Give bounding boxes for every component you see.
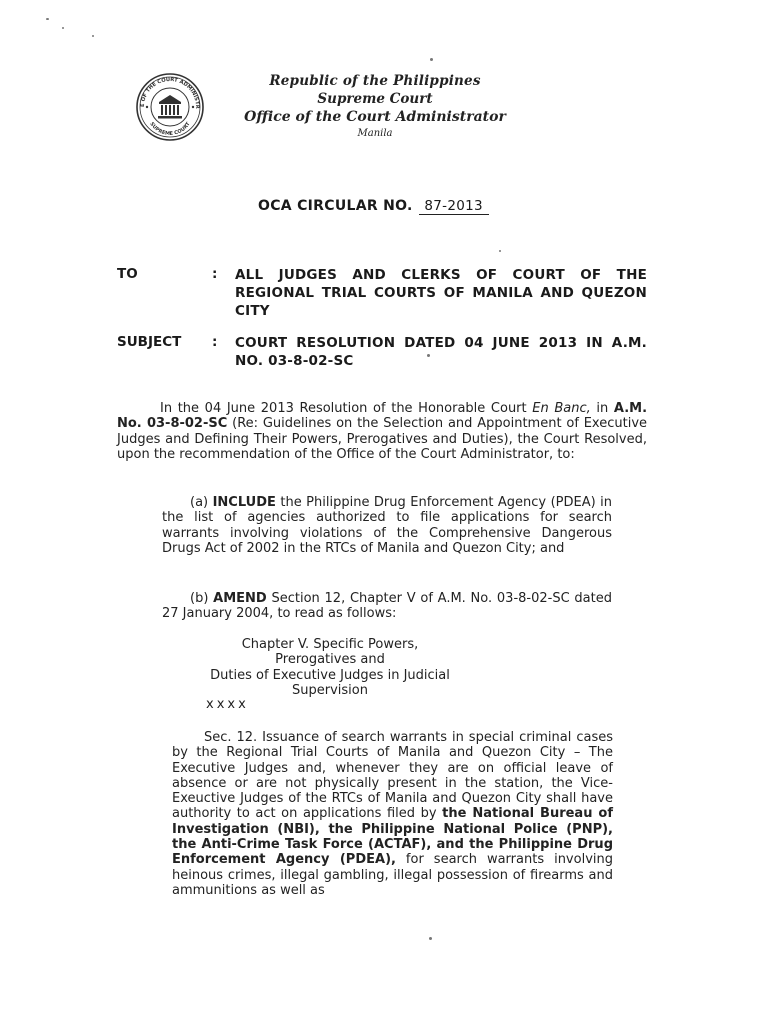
scan-speck (429, 937, 432, 940)
item-b-paragraph (162, 591, 612, 622)
svg-text:OFFICE OF THE COURT ADMINISTRA: E OF THE COURT ADMINISTR (139, 76, 201, 109)
section-12-text: for search warrants involving heinous crimes, illegal gambling, illegal possession of firearms and ammunitions as well as (172, 852, 613, 898)
to-recipients: ALL JUDGES AND CLERKS OF COURT OF THE REGIONAL TRIAL COURTS OF MANILA AND QUEZON CITY (235, 267, 647, 319)
intro-text: In the 04 June 2013 Resolution of the Honorable Court (160, 401, 533, 416)
scan-speck (499, 250, 501, 252)
scan-speck (430, 58, 433, 61)
section-12-agencies: the National Bureau of Investigation (NBI), the Philippine National Police (PNP), the Anti-Crime Task Force (ACTAF), and the Philippine Drug Enforcement Agency (PDEA), (172, 806, 614, 868)
intro-case-number: A.M. No. 03-8-02-SC (117, 401, 648, 432)
item-b-keyword: AMEND (213, 591, 267, 606)
circular-title (258, 198, 489, 215)
item-a-marker: (a) (190, 495, 213, 510)
intro-text: (Re: Guidelines on the Selection and Appointment of Executive Judges and Defining Their Powers, Prerogatives and Duties), the Court Resolved, upon the recommendation of the Office of the Court Administrator, to: (117, 416, 648, 462)
item-a-text: the Philippine Drug Enforcement Agency (PDEA) in the list of agencies authorized to file applications for search warrants involving violations of the Comprehensive Dangerous Drugs Act of 2002 in the RTCs of Manila and Quezon City; and (162, 495, 613, 556)
item-b-text: Section 12, Chapter V of A.M. No. 03-8-02-SC dated 27 January 2004, to read as follows: (162, 591, 612, 622)
intro-text: in (590, 401, 614, 416)
subject-text: COURT RESOLUTION DATED 04 JUNE 2013 IN A.M. NO. 03-8-02-SC (235, 335, 647, 369)
chapter-heading-line: Chapter V. Specific Powers, Prerogatives and (241, 637, 419, 668)
scan-speck (62, 27, 64, 29)
item-b-marker: (b) (190, 591, 214, 606)
scan-speck (92, 35, 94, 37)
to-colon: : (212, 266, 218, 282)
to-label: TO (117, 266, 138, 282)
chapter-heading-line: Supervision (292, 682, 368, 698)
subject-colon: : (212, 334, 218, 350)
svg-text:SUPREME COURT: SUPREME COURT (148, 121, 192, 138)
subject-label: SUBJECT (117, 334, 182, 350)
circular-number: 87-2013 (419, 198, 489, 215)
header-office: Office of the Court Administrator (244, 109, 506, 125)
item-a-paragraph (162, 495, 612, 556)
chapter-heading (200, 637, 460, 698)
header-supreme-court: Supreme Court (317, 91, 433, 107)
court-seal-logo (135, 72, 205, 142)
intro-paragraph (117, 401, 647, 462)
scan-speck (46, 18, 49, 20)
chapter-heading-line: Duties of Executive Judges in Judicial (210, 667, 450, 683)
section-12-text: Sec. 12. Issuance of search warrants in special criminal cases by the Regional Trial Courts of Manila and Quezon City – The Executive Judges and, whenever they are on official leave of absence or are not physically present in the station, the Vice-Exeuctive Judges of the RTCs of Manila and Quezon City shall have authority to act on applications filed by (172, 730, 613, 822)
intro-en-banc: En Banc, (532, 401, 591, 416)
header-city: Manila (357, 128, 393, 139)
omission-marker: xxxx (206, 697, 249, 712)
header-republic: Republic of the Philippines (269, 73, 481, 89)
circular-label: OCA CIRCULAR NO. (258, 198, 413, 214)
item-a-keyword: INCLUDE (212, 495, 276, 510)
section-12-paragraph (172, 730, 613, 898)
